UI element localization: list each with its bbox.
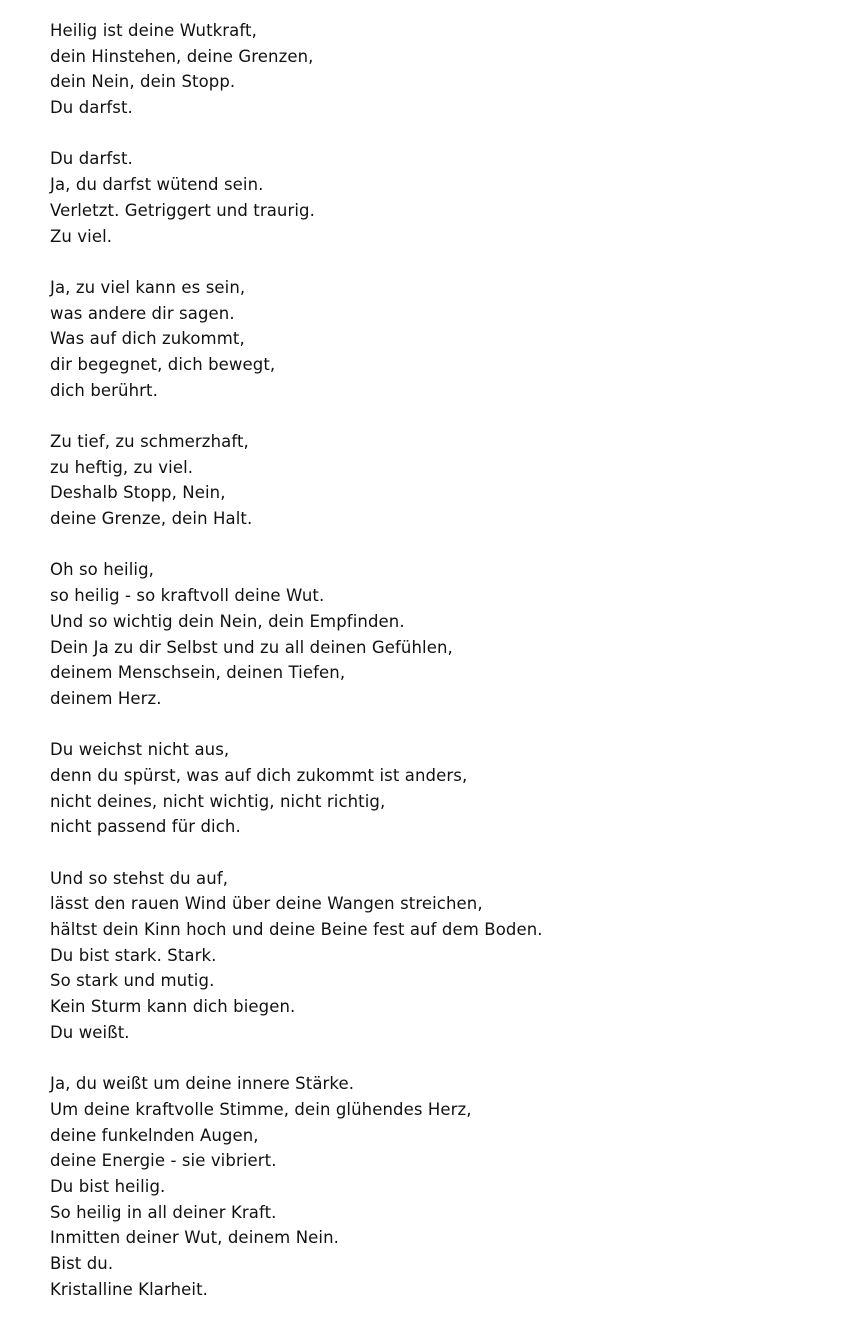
poem-line: so heilig - so kraftvoll deine Wut.: [50, 586, 325, 606]
poem-line: Kristalline Klarheit.: [50, 1279, 208, 1299]
stanza-4: [50, 429, 830, 532]
poem-line: Ja, zu viel kann es sein,: [50, 277, 246, 297]
poem-line: was andere dir sagen.: [50, 303, 235, 323]
stanza-6: [50, 737, 830, 840]
poem-line: Inmitten deiner Wut, deinem Nein.: [50, 1228, 339, 1248]
poem-line: denn du spürst, was auf dich zukommt ist anders,: [50, 765, 468, 785]
poem-line: deinem Menschsein, deinen Tiefen,: [50, 663, 346, 683]
stanza-7: [50, 866, 830, 1046]
poem-line: dich berührt.: [50, 380, 158, 400]
poem-line: So stark und mutig.: [50, 971, 215, 991]
poem: [50, 18, 830, 1302]
poem-line: dir begegnet, dich bewegt,: [50, 354, 276, 374]
poem-line: zu heftig, zu viel.: [50, 457, 194, 477]
poem-line: Oh so heilig,: [50, 560, 155, 580]
poem-line: Ja, du weißt um deine innere Stärke.: [50, 1074, 355, 1094]
poem-line: Du bist heilig.: [50, 1176, 166, 1196]
poem-line: lässt den rauen Wind über deine Wangen streichen,: [50, 894, 483, 914]
poem-line: Du weißt.: [50, 1022, 130, 1042]
poem-line: Du darfst.: [50, 98, 133, 118]
stanza-5: [50, 557, 830, 711]
poem-line: Um deine kraftvolle Stimme, dein glühendes Herz,: [50, 1099, 472, 1119]
poem-line: Zu viel.: [50, 226, 113, 246]
poem-line: deine Energie - sie vibriert.: [50, 1151, 277, 1171]
stanza-3: [50, 275, 830, 403]
stanza-1: [50, 18, 830, 121]
poem-line: Und so wichtig dein Nein, dein Empfinden.: [50, 611, 405, 631]
poem-line: Und so stehst du auf,: [50, 868, 229, 888]
poem-line: Ja, du darfst wütend sein.: [50, 175, 264, 195]
poem-line: hältst dein Kinn hoch und deine Beine fest auf dem Boden.: [50, 920, 543, 940]
stanza-8: [50, 1071, 830, 1302]
poem-line: dein Nein, dein Stopp.: [50, 72, 236, 92]
poem-line: Zu tief, zu schmerzhaft,: [50, 432, 249, 451]
poem-line: nicht passend für dich.: [50, 817, 241, 837]
poem-line: Du weichst nicht aus,: [50, 740, 230, 760]
poem-line: deine Grenze, dein Halt.: [50, 509, 253, 529]
poem-line: deine funkelnden Augen,: [50, 1125, 259, 1145]
stanza-2: [50, 146, 830, 249]
poem-line: Dein Ja zu dir Selbst und zu all deinen Gefühlen,: [50, 637, 453, 657]
poem-line: Du bist stark. Stark.: [50, 945, 217, 965]
poem-line: Verletzt. Getriggert und traurig.: [50, 200, 315, 220]
poem-line: nicht deines, nicht wichtig, nicht richtig,: [50, 791, 386, 811]
poem-line: Deshalb Stopp, Nein,: [50, 483, 226, 503]
poem-line: Du darfst.: [50, 149, 133, 169]
poem-line: So heilig in all deiner Kraft.: [50, 1202, 277, 1222]
poem-line: dein Hinstehen, deine Grenzen,: [50, 46, 314, 66]
poem-line: Was auf dich zukommt,: [50, 329, 245, 349]
poem-line: Kein Sturm kann dich biegen.: [50, 997, 296, 1017]
poem-line: Heilig ist deine Wutkraft,: [50, 21, 257, 40]
poem-line: Bist du.: [50, 1254, 114, 1273]
poem-line: deinem Herz.: [50, 688, 162, 708]
